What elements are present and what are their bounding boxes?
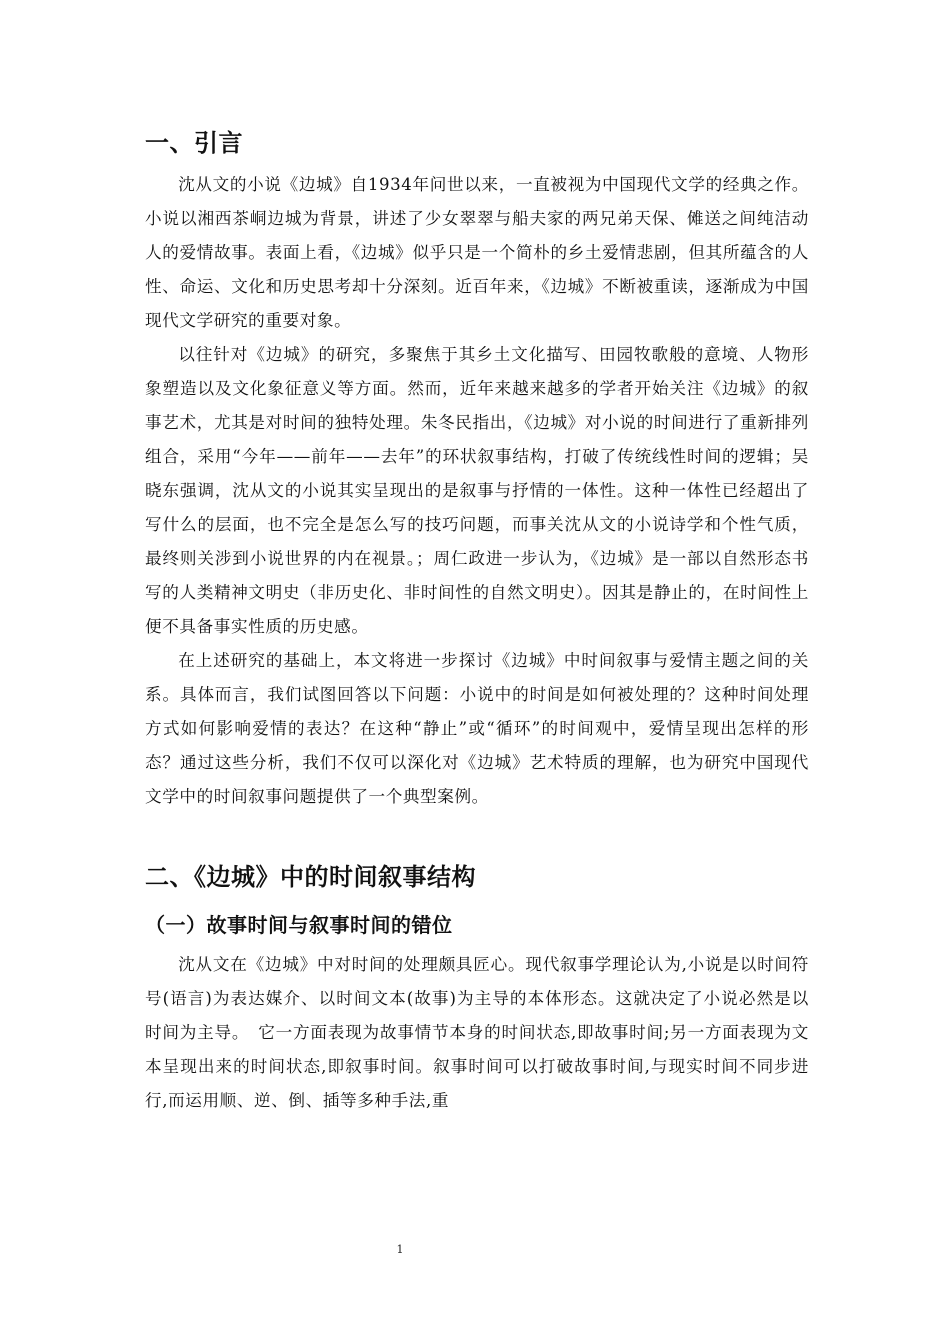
paragraph: 沈从文在《边城》中对时间的处理颇具匠心。现代叙事学理论认为,小说是以时间符号(语言)为表达媒介、以时间文本(故事)为主导的本体形态。这就决定了小说必然是以时间为主导。 它一方面表现为故事情节本身的时间状态,即故事时间;另一方面表现为文本呈现出来的时间状态,即叙事时间。叙事时间可以打破故事时间,与现实时间不同步进行,而运用顺、逆、倒、插等多种手法,重	[145, 955, 809, 1110]
section-heading-narrative-structure: 二、《边城》中的时间叙事结构	[145, 863, 476, 891]
paragraph: 以往针对《边城》的研究，多聚焦于其乡土文化描写、田园牧歌般的意境、人物形象塑造以及文化象征意义等方面。然而，近年来越来越多的学者开始关注《边城》的叙事艺术，尤其是对时间的独特处理。朱冬民指出，《边城》对小说的时间进行了重新排列组合，采用“今年——前年——去年”的环状叙事结构，打破了传统线性时间的逻辑；吴晓东强调，沈从文的小说其实呈现出的是叙事与抒情的一体性。这种一体性已经超出了写什么的层面，也不完全是怎么写的技巧问题，而事关沈从文的小说诗学和个性气质，最终则关涉到小说世界的内在视景。；周仁政进一步认为，《边城》是一部以自然形态书写的人类精神文明史（非历史化、非时间性的自然文明史）。因其是静止的，在时间性上便不具备事实性质的历史感。	[145, 345, 809, 636]
document-body	[145, 118, 809, 1118]
subsection-heading: （一）故事时间与叙事时间的错位	[145, 913, 453, 937]
paragraph: 沈从文的小说《边城》自1934年问世以来，一直被视为中国现代文学的经典之作。小说以湘西茶峒边城为背景，讲述了少女翠翠与船夫家的两兄弟天保、傩送之间纯洁动人的爱情故事。表面上看，《边城》似乎只是一个简朴的乡土爱情悲剧，但其所蕴含的人性、命运、文化和历史思考却十分深刻。近百年来，《边城》不断被重读，逐渐成为中国现代文学研究的重要对象。	[145, 175, 809, 330]
paragraph: 在上述研究的基础上，本文将进一步探讨《边城》中时间叙事与爱情主题之间的关系。具体而言，我们试图回答以下问题：小说中的时间是如何被处理的？这种时间处理方式如何影响爱情的表达？在这种“静止”或“循环”的时间观中，爱情呈现出怎样的形态？通过这些分析，我们不仅可以深化对《边城》艺术特质的理解，也为研究中国现代文学中的时间叙事问题提供了一个典型案例。	[145, 651, 809, 806]
page-number: 1	[396, 1243, 404, 1256]
section-heading-introduction: 一、引言	[145, 129, 243, 157]
